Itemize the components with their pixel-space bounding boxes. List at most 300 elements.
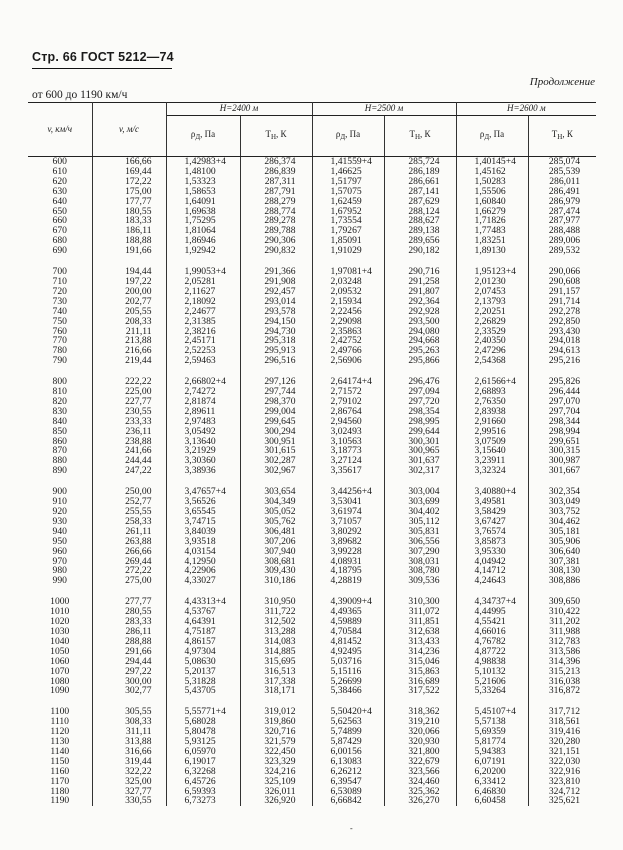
cell-speed-kmh: 690 bbox=[28, 246, 92, 256]
cell-pressure-2600: 5,45107+4 bbox=[456, 707, 528, 717]
cell-temp-2600: 312,783 bbox=[548, 635, 581, 647]
table-row bbox=[28, 277, 596, 287]
cell-pressure-2400: 2,18092 bbox=[166, 297, 240, 307]
table-row bbox=[28, 727, 596, 737]
cell-pressure-2500: 3,53041 bbox=[312, 497, 384, 507]
cell-temp-2500: 289,656 bbox=[384, 236, 456, 246]
cell-pressure-2500: 1,73554 bbox=[312, 216, 384, 226]
cell-pressure-2600: 3,95330 bbox=[456, 547, 528, 557]
cell-speed-ms: 280,55 bbox=[92, 607, 166, 617]
cell-pressure-2400: 4,64391 bbox=[166, 617, 240, 627]
cell-pressure-2500: 2,64174+4 bbox=[312, 377, 384, 387]
cell-pressure-2500: 2,03248 bbox=[312, 277, 384, 287]
table-row bbox=[28, 497, 596, 507]
cell-temp-2500: 294,668 bbox=[384, 336, 456, 346]
cell-speed-kmh: 1110 bbox=[28, 717, 92, 727]
cell-temp-2600: 293,430 bbox=[548, 325, 581, 337]
cell-temp-2400: 295,913 bbox=[240, 346, 312, 356]
cell-pressure-2600: 1,66279 bbox=[456, 207, 528, 217]
col-header-temp-2600: $T_Н$, К bbox=[528, 116, 596, 157]
cell-speed-ms: 325,00 bbox=[92, 777, 166, 787]
cell-pressure-2600: 2,91660 bbox=[456, 417, 528, 427]
cell-pressure-2400: 4,97304 bbox=[166, 647, 240, 657]
cell-temp-2600: 286,011 bbox=[549, 175, 581, 187]
cell-speed-ms: 272,22 bbox=[92, 566, 166, 576]
cell-temp-2600: 290,066 bbox=[548, 266, 581, 278]
cell-pressure-2600: 3,40880+4 bbox=[456, 487, 528, 497]
cell-speed-kmh: 780 bbox=[28, 346, 92, 356]
cell-pressure-2600: 5,10132 bbox=[456, 667, 528, 677]
cell-speed-ms: 180,55 bbox=[92, 207, 166, 217]
cell-speed-ms: 211,11 bbox=[92, 327, 166, 337]
cell-speed-ms: 275,00 bbox=[92, 576, 166, 586]
cell-speed-kmh: 880 bbox=[28, 456, 92, 466]
cell-speed-ms: 213,88 bbox=[92, 336, 166, 346]
cell-temp-2600: 315,213 bbox=[548, 665, 581, 677]
speed-range-subtitle: от 600 до 1190 км/ч bbox=[32, 89, 128, 101]
cell-speed-ms: 244,44 bbox=[92, 456, 166, 466]
cell-temp-2400: 309,430 bbox=[240, 566, 312, 576]
cell-temp-2600: 309,650 bbox=[548, 596, 581, 608]
cell-pressure-2500: 4,49365 bbox=[312, 607, 384, 617]
cell-pressure-2400: 1,69638 bbox=[166, 207, 240, 217]
cell-temp-2500: 311,851 bbox=[384, 617, 456, 627]
cell-temp-2400: 293,578 bbox=[240, 307, 312, 317]
cell-speed-kmh: 960 bbox=[28, 547, 92, 557]
cell-speed-ms: 255,55 bbox=[92, 507, 166, 517]
cell-temp-2600: 319,416 bbox=[548, 726, 581, 738]
cell-temp-2400: 289,278 bbox=[240, 216, 312, 226]
cell-temp-2600: 311,202 bbox=[549, 616, 581, 628]
cell-temp-2400: 307,206 bbox=[240, 537, 312, 547]
header-rule bbox=[32, 68, 172, 69]
cell-pressure-2500: 1,67952 bbox=[312, 207, 384, 217]
cell-pressure-2400: 5,31828 bbox=[166, 677, 240, 687]
cell-speed-kmh: 720 bbox=[28, 287, 92, 297]
cell-pressure-2500: 3,10563 bbox=[312, 437, 384, 447]
cell-pressure-2600: 1,89130 bbox=[456, 246, 528, 256]
col-header-temp-2400: $T_Н$, К bbox=[240, 116, 312, 157]
cell-pressure-2500: 1,62459 bbox=[312, 197, 384, 207]
cell-pressure-2400: 2,74272 bbox=[166, 387, 240, 397]
cell-pressure-2600: 5,21606 bbox=[456, 677, 528, 687]
cell-pressure-2500: 2,49766 bbox=[312, 346, 384, 356]
cell-temp-2400: 298,370 bbox=[240, 397, 312, 407]
cell-speed-ms: 219,44 bbox=[92, 356, 166, 366]
cell-temp-2400: 295,318 bbox=[240, 336, 312, 346]
table-row bbox=[28, 627, 596, 637]
table-row bbox=[28, 377, 596, 387]
cell-temp-2600: 320,280 bbox=[548, 736, 581, 748]
cell-speed-kmh: 1180 bbox=[28, 787, 92, 797]
cell-pressure-2500: 4,92495 bbox=[312, 647, 384, 657]
cell-pressure-2600: 3,07509 bbox=[456, 437, 528, 447]
cell-temp-2600: 289,532 bbox=[548, 245, 581, 257]
cell-temp-2500: 305,112 bbox=[384, 517, 456, 527]
cell-speed-ms: 186,11 bbox=[92, 226, 166, 236]
col-header-pressure-2600: $\rho_Д$, Па bbox=[456, 116, 528, 157]
cell-temp-2500: 286,189 bbox=[384, 167, 456, 177]
cell-speed-kmh: 1070 bbox=[28, 667, 92, 677]
cell-temp-2500: 291,258 bbox=[384, 277, 456, 287]
cell-pressure-2600: 2,83938 bbox=[456, 407, 528, 417]
cell-pressure-2500: 2,42752 bbox=[312, 336, 384, 346]
cell-temp-2600: 298,994 bbox=[548, 425, 581, 437]
cell-temp-2600: 292,850 bbox=[548, 315, 581, 327]
cell-pressure-2600: 2,76350 bbox=[456, 397, 528, 407]
cell-pressure-2400: 6,59393 bbox=[166, 787, 240, 797]
cell-temp-2600: 285,074 bbox=[548, 156, 581, 167]
cell-speed-ms: 302,77 bbox=[92, 686, 166, 696]
cell-temp-2600: 300,315 bbox=[548, 445, 581, 457]
cell-pressure-2400: 3,05492 bbox=[166, 427, 240, 437]
cell-speed-ms: 311,11 bbox=[92, 727, 166, 737]
table-row bbox=[28, 446, 596, 456]
cell-temp-2600: 324,712 bbox=[548, 785, 581, 797]
cell-pressure-2400: 3,84039 bbox=[166, 527, 240, 537]
table-row bbox=[28, 537, 596, 547]
table-row bbox=[28, 796, 596, 806]
table-row bbox=[28, 617, 596, 627]
cell-speed-kmh: 1010 bbox=[28, 607, 92, 617]
cell-temp-2500: 303,004 bbox=[384, 487, 456, 497]
cell-pressure-2600: 2,01230 bbox=[456, 277, 528, 287]
cell-temp-2600: 325,621 bbox=[548, 795, 581, 807]
cell-pressure-2500: 2,86764 bbox=[312, 407, 384, 417]
cell-speed-ms: 297,22 bbox=[92, 667, 166, 677]
cell-pressure-2500: 3,99228 bbox=[312, 547, 384, 557]
cell-speed-ms: 191,66 bbox=[92, 246, 166, 256]
cell-pressure-2500: 3,35617 bbox=[312, 466, 384, 476]
cell-temp-2600: 291,157 bbox=[548, 285, 581, 297]
table-row bbox=[28, 287, 596, 297]
cell-speed-kmh: 930 bbox=[28, 517, 92, 527]
cell-pressure-2400: 6,19017 bbox=[166, 757, 240, 767]
cell-speed-ms: 216,66 bbox=[92, 346, 166, 356]
cell-temp-2600: 285,539 bbox=[548, 165, 581, 177]
cell-temp-2600: 303,752 bbox=[548, 506, 581, 517]
cell-temp-2500: 291,807 bbox=[384, 287, 456, 297]
cell-pressure-2400: 5,93125 bbox=[166, 737, 240, 747]
cell-temp-2400: 326,011 bbox=[240, 787, 312, 797]
cell-temp-2500: 308,031 bbox=[384, 557, 456, 567]
cell-speed-kmh: 1050 bbox=[28, 647, 92, 657]
table-row bbox=[28, 527, 596, 537]
cell-speed-kmh: 760 bbox=[28, 327, 92, 337]
cell-temp-2500: 287,629 bbox=[384, 197, 456, 207]
col-header-speed-kmh: v, км/ч bbox=[28, 103, 92, 157]
cell-pressure-2400: 3,74715 bbox=[166, 517, 240, 527]
cell-speed-ms: 205,55 bbox=[92, 307, 166, 317]
cell-pressure-2400: 4,22906 bbox=[166, 566, 240, 576]
cell-temp-2400: 293,014 bbox=[240, 297, 312, 307]
cell-pressure-2500: 3,80292 bbox=[312, 527, 384, 537]
cell-temp-2600: 287,977 bbox=[548, 215, 581, 227]
table-row bbox=[28, 647, 596, 657]
cell-temp-2400: 290,832 bbox=[240, 246, 312, 256]
cell-temp-2400: 319,860 bbox=[240, 717, 312, 727]
cell-speed-kmh: 910 bbox=[28, 497, 92, 507]
cell-temp-2500: 286,661 bbox=[384, 177, 456, 187]
cell-pressure-2400: 1,42983+4 bbox=[166, 157, 240, 167]
cell-temp-2400: 286,374 bbox=[240, 157, 312, 167]
cell-temp-2400: 314,885 bbox=[240, 647, 312, 657]
cell-pressure-2600: 4,55421 bbox=[456, 617, 528, 627]
cell-pressure-2600: 5,81774 bbox=[456, 737, 528, 747]
cell-pressure-2600: 1,45162 bbox=[456, 167, 528, 177]
cell-speed-ms: 175,00 bbox=[92, 187, 166, 197]
cell-temp-2600: 289,006 bbox=[548, 235, 581, 247]
table-row bbox=[28, 657, 596, 667]
cell-pressure-2400: 3,56526 bbox=[166, 497, 240, 507]
cell-temp-2400: 302,287 bbox=[240, 456, 312, 466]
col-header-pressure-2400: $\rho_Д$, Па bbox=[166, 116, 240, 157]
table-row bbox=[28, 547, 596, 557]
cell-speed-ms: 277,77 bbox=[92, 597, 166, 607]
cell-speed-kmh: 1030 bbox=[28, 627, 92, 637]
cell-speed-ms: 166,66 bbox=[92, 157, 166, 167]
cell-temp-2600: 301,667 bbox=[548, 465, 581, 477]
cell-speed-ms: 200,00 bbox=[92, 287, 166, 297]
cell-temp-2400: 310,186 bbox=[240, 576, 312, 586]
cell-temp-2400: 318,171 bbox=[240, 686, 312, 696]
cell-pressure-2400: 4,53767 bbox=[166, 607, 240, 617]
cell-pressure-2500: 1,79267 bbox=[312, 226, 384, 236]
cell-temp-2500: 298,995 bbox=[384, 417, 456, 427]
cell-pressure-2600: 2,68893 bbox=[456, 387, 528, 397]
cell-pressure-2600: 2,47296 bbox=[456, 346, 528, 356]
cell-temp-2500: 288,124 bbox=[384, 207, 456, 217]
cell-pressure-2400: 2,11627 bbox=[166, 287, 240, 297]
cell-speed-kmh: 710 bbox=[28, 277, 92, 287]
cell-speed-ms: 258,33 bbox=[92, 517, 166, 527]
cell-speed-ms: 288,88 bbox=[92, 637, 166, 647]
cell-temp-2600: 294,613 bbox=[548, 345, 581, 357]
cell-speed-ms: 247,22 bbox=[92, 466, 166, 476]
group-header-2500: H=2500 м bbox=[312, 103, 456, 116]
cell-pressure-2400: 6,05970 bbox=[166, 747, 240, 757]
cell-pressure-2500: 4,18795 bbox=[312, 566, 384, 576]
cell-pressure-2400: 1,81064 bbox=[166, 226, 240, 236]
cell-pressure-2400: 5,20137 bbox=[166, 667, 240, 677]
cell-pressure-2600: 5,57138 bbox=[456, 717, 528, 727]
cell-pressure-2500: 3,61974 bbox=[312, 507, 384, 517]
cell-pressure-2500: 1,46625 bbox=[312, 167, 384, 177]
cell-speed-kmh: 640 bbox=[28, 197, 92, 207]
cell-temp-2500: 285,724 bbox=[384, 157, 456, 167]
cell-temp-2400: 316,513 bbox=[240, 667, 312, 677]
cell-temp-2400: 321,579 bbox=[240, 737, 312, 747]
cell-temp-2600: 297,070 bbox=[548, 395, 581, 407]
cell-pressure-2400: 2,59463 bbox=[166, 356, 240, 366]
table-row bbox=[28, 346, 596, 356]
table-row bbox=[28, 437, 596, 447]
cell-temp-2400: 287,311 bbox=[240, 177, 312, 187]
cell-speed-ms: 183,33 bbox=[92, 216, 166, 226]
cell-pressure-2600: 3,85873 bbox=[456, 537, 528, 547]
cell-pressure-2400: 3,13640 bbox=[166, 437, 240, 447]
cell-temp-2500: 300,301 bbox=[384, 437, 456, 447]
cell-speed-kmh: 600 bbox=[28, 157, 92, 167]
cell-temp-2600: 308,130 bbox=[548, 565, 581, 577]
cell-pressure-2400: 1,92942 bbox=[166, 246, 240, 256]
table-row bbox=[28, 167, 596, 177]
cell-pressure-2400: 4,33027 bbox=[166, 576, 240, 586]
cell-temp-2600: 310,422 bbox=[548, 606, 581, 618]
cell-pressure-2600: 4,34737+4 bbox=[456, 597, 528, 607]
cell-pressure-2400: 2,81874 bbox=[166, 397, 240, 407]
cell-pressure-2500: 2,79102 bbox=[312, 397, 384, 407]
cell-speed-ms: 208,33 bbox=[92, 317, 166, 327]
cell-speed-ms: 236,11 bbox=[92, 427, 166, 437]
table-row bbox=[28, 397, 596, 407]
cell-pressure-2500: 1,85091 bbox=[312, 236, 384, 246]
cell-pressure-2600: 3,67427 bbox=[456, 517, 528, 527]
cell-temp-2600: 307,381 bbox=[548, 555, 581, 567]
cell-temp-2500: 316,689 bbox=[384, 677, 456, 687]
cell-temp-2600: 306,640 bbox=[548, 545, 581, 557]
continuation-label: Продолжение bbox=[529, 76, 595, 88]
cell-pressure-2600: 1,40145+4 bbox=[456, 157, 528, 167]
cell-speed-kmh: 1040 bbox=[28, 637, 92, 647]
cell-pressure-2600: 2,40350 bbox=[456, 336, 528, 346]
cell-pressure-2500: 6,00156 bbox=[312, 747, 384, 757]
cell-pressure-2500: 6,39547 bbox=[312, 777, 384, 787]
cell-speed-ms: 269,44 bbox=[92, 557, 166, 567]
cell-temp-2500: 290,716 bbox=[384, 267, 456, 277]
cell-speed-ms: 202,77 bbox=[92, 297, 166, 307]
cell-temp-2500: 312,638 bbox=[384, 627, 456, 637]
cell-pressure-2600: 6,60458 bbox=[456, 796, 528, 806]
cell-speed-ms: 225,00 bbox=[92, 387, 166, 397]
cell-speed-ms: 252,77 bbox=[92, 497, 166, 507]
cell-temp-2600: 313,586 bbox=[548, 645, 581, 657]
cell-temp-2500: 308,780 bbox=[384, 566, 456, 576]
cell-speed-kmh: 820 bbox=[28, 397, 92, 407]
cell-speed-kmh: 810 bbox=[28, 387, 92, 397]
table-row bbox=[28, 387, 596, 397]
cell-pressure-2500: 4,08931 bbox=[312, 557, 384, 567]
cell-speed-kmh: 620 bbox=[28, 177, 92, 187]
cell-pressure-2400: 4,03154 bbox=[166, 547, 240, 557]
cell-temp-2500: 309,536 bbox=[384, 576, 456, 586]
table-row bbox=[28, 767, 596, 777]
cell-speed-ms: 241,66 bbox=[92, 446, 166, 456]
cell-pressure-2400: 3,30360 bbox=[166, 456, 240, 466]
cell-speed-ms: 300,00 bbox=[92, 677, 166, 687]
cell-temp-2600: 322,916 bbox=[548, 765, 581, 777]
cell-temp-2500: 319,210 bbox=[384, 717, 456, 727]
cell-temp-2400: 326,920 bbox=[240, 796, 312, 806]
cell-speed-ms: 330,55 bbox=[92, 796, 166, 806]
cell-temp-2400: 294,150 bbox=[240, 317, 312, 327]
table-row bbox=[28, 226, 596, 236]
cell-pressure-2400: 5,43705 bbox=[166, 686, 240, 696]
cell-temp-2500: 299,644 bbox=[384, 427, 456, 437]
cell-pressure-2600: 3,49581 bbox=[456, 497, 528, 507]
cell-temp-2400: 292,457 bbox=[240, 287, 312, 297]
cell-pressure-2400: 2,05281 bbox=[166, 277, 240, 287]
cell-pressure-2600: 1,95123+4 bbox=[456, 267, 528, 277]
cell-pressure-2600: 3,23911 bbox=[456, 456, 528, 466]
cell-speed-ms: 291,66 bbox=[92, 647, 166, 657]
cell-speed-ms: 227,77 bbox=[92, 397, 166, 407]
cell-temp-2500: 325,362 bbox=[384, 787, 456, 797]
cell-speed-kmh: 840 bbox=[28, 417, 92, 427]
cell-speed-kmh: 670 bbox=[28, 226, 92, 236]
cell-temp-2500: 290,182 bbox=[384, 246, 456, 256]
cell-speed-kmh: 1160 bbox=[28, 767, 92, 777]
cell-speed-ms: 316,66 bbox=[92, 747, 166, 757]
cell-pressure-2400: 4,86157 bbox=[166, 637, 240, 647]
col-header-pressure-2500: $\rho_Д$, Па bbox=[312, 116, 384, 157]
cell-temp-2600: 303,049 bbox=[548, 496, 581, 508]
table-row bbox=[28, 747, 596, 757]
table-row bbox=[28, 207, 596, 217]
cell-speed-kmh: 1130 bbox=[28, 737, 92, 747]
cell-temp-2400: 297,744 bbox=[240, 387, 312, 397]
cell-temp-2400: 296,516 bbox=[240, 356, 312, 366]
cell-temp-2400: 300,951 bbox=[240, 437, 312, 447]
cell-pressure-2600: 4,04942 bbox=[456, 557, 528, 567]
cell-pressure-2400: 1,58653 bbox=[166, 187, 240, 197]
cell-temp-2600: 304,462 bbox=[548, 515, 581, 527]
cell-pressure-2400: 1,86946 bbox=[166, 236, 240, 246]
cell-speed-ms: 266,66 bbox=[92, 547, 166, 557]
cell-speed-kmh: 1150 bbox=[28, 757, 92, 767]
cell-temp-2500: 288,627 bbox=[384, 216, 456, 226]
cell-temp-2600: 295,826 bbox=[548, 376, 581, 388]
cell-speed-ms: 313,88 bbox=[92, 737, 166, 747]
cell-speed-kmh: 1080 bbox=[28, 677, 92, 687]
cell-pressure-2600: 4,76782 bbox=[456, 637, 528, 647]
cell-temp-2500: 303,699 bbox=[384, 497, 456, 507]
cell-pressure-2600: 1,83251 bbox=[456, 236, 528, 246]
cell-temp-2400: 320,716 bbox=[240, 727, 312, 737]
cell-pressure-2600: 5,94383 bbox=[456, 747, 528, 757]
cell-pressure-2600: 1,60840 bbox=[456, 197, 528, 207]
cell-temp-2500: 292,364 bbox=[384, 297, 456, 307]
cell-pressure-2400: 5,55771+4 bbox=[166, 707, 240, 717]
cell-pressure-2500: 6,13083 bbox=[312, 757, 384, 767]
cell-speed-ms: 188,88 bbox=[92, 236, 166, 246]
cell-temp-2500: 315,046 bbox=[384, 657, 456, 667]
cell-speed-kmh: 700 bbox=[28, 267, 92, 277]
cell-temp-2500: 292,928 bbox=[384, 307, 456, 317]
cell-speed-kmh: 980 bbox=[28, 566, 92, 576]
cell-temp-2500: 295,866 bbox=[384, 356, 456, 366]
cell-speed-ms: 261,11 bbox=[92, 527, 166, 537]
cell-pressure-2400: 2,97483 bbox=[166, 417, 240, 427]
cell-speed-kmh: 750 bbox=[28, 317, 92, 327]
cell-pressure-2500: 6,53089 bbox=[312, 787, 384, 797]
cell-pressure-2500: 2,94560 bbox=[312, 417, 384, 427]
cell-pressure-2400: 3,65545 bbox=[166, 507, 240, 517]
table-row bbox=[28, 557, 596, 567]
cell-speed-kmh: 1020 bbox=[28, 617, 92, 627]
cell-pressure-2500: 4,70584 bbox=[312, 627, 384, 637]
cell-pressure-2600: 2,33529 bbox=[456, 327, 528, 337]
cell-temp-2500: 313,433 bbox=[384, 637, 456, 647]
cell-temp-2400: 288,774 bbox=[240, 207, 312, 217]
cell-speed-kmh: 870 bbox=[28, 446, 92, 456]
cell-temp-2400: 314,083 bbox=[240, 637, 312, 647]
cell-pressure-2500: 2,22456 bbox=[312, 307, 384, 317]
table-row bbox=[28, 566, 596, 576]
cell-pressure-2400: 1,53323 bbox=[166, 177, 240, 187]
cell-pressure-2400: 6,32268 bbox=[166, 767, 240, 777]
table-row bbox=[28, 576, 596, 586]
